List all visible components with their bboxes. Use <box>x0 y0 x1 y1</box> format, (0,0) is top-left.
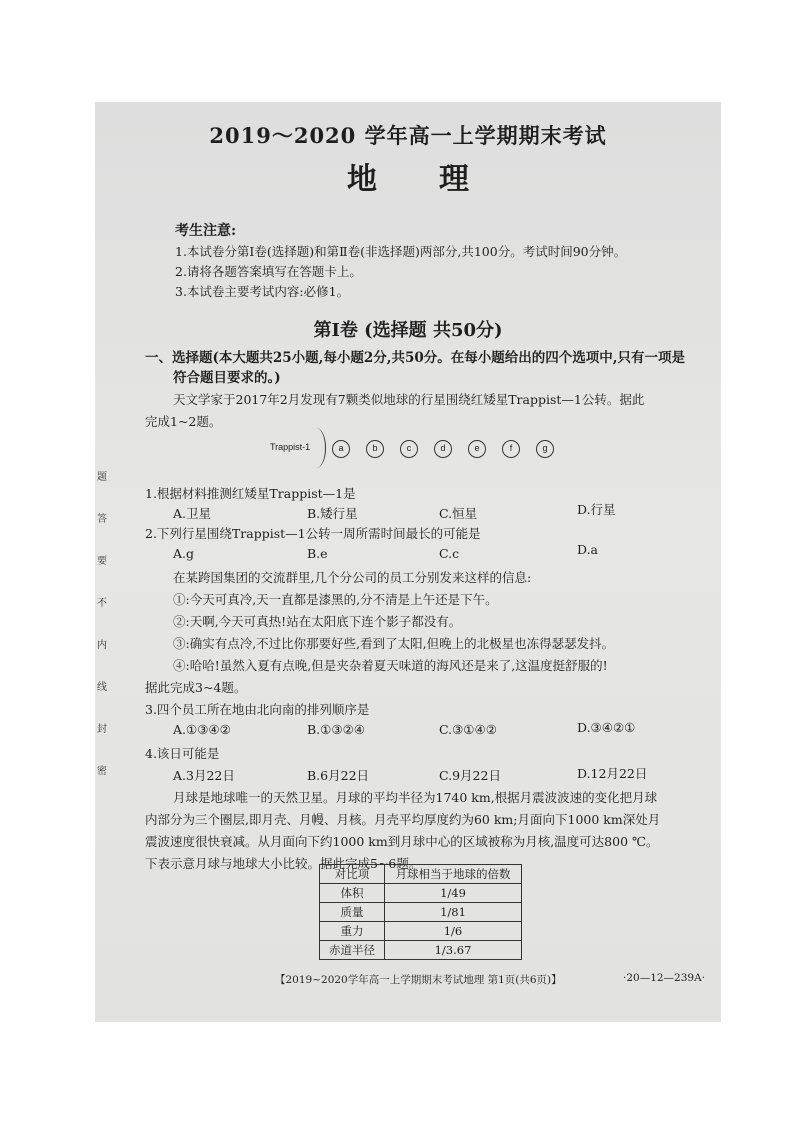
q3-option-c: C.③①④② <box>439 722 497 737</box>
q1-option-a: A.卫星 <box>173 506 212 521</box>
q2-option-c: C.c <box>439 546 460 561</box>
binding-char: 内 <box>97 640 107 651</box>
part-heading: 一、选择题(本大题共25小题,每小题2分,共50分。在每小题给出的四个选项中,只有一项是 <box>145 350 685 366</box>
passage-text: 下表示意月球与地球大小比较。据此完成5~6题。 <box>145 856 422 871</box>
exam-page <box>95 102 721 1022</box>
table-row <box>320 941 522 960</box>
q3-option-b: B.①③②④ <box>307 722 365 737</box>
table-row <box>320 922 522 941</box>
q4-option-c: C.9月22日 <box>439 768 501 783</box>
table-cell: 1/3.67 <box>385 941 522 960</box>
table-cell: 质量 <box>320 903 385 922</box>
q1-option-d: D.行星 <box>577 502 616 517</box>
q3-option-a: A.①③④② <box>173 722 231 737</box>
chat-message: ②:天啊,今天可真热!站在太阳底下连个影子都没有。 <box>173 614 462 629</box>
planet-d: d <box>434 440 452 458</box>
paper-code: ·20—12—239A· <box>623 972 706 984</box>
table-row <box>320 903 522 922</box>
passage-text: 完成1~2题。 <box>145 414 222 429</box>
table-row <box>320 884 522 903</box>
binding-char: 题 <box>97 472 107 483</box>
table-cell: 体积 <box>320 884 385 903</box>
q1-option-c: C.恒星 <box>439 506 478 521</box>
table-header: 月球相当于地球的倍数 <box>385 865 522 884</box>
planet-c: c <box>400 440 418 458</box>
planet-b: b <box>366 440 384 458</box>
planet-e: e <box>468 440 486 458</box>
passage-text: 月球是地球唯一的天然卫星。月球的平均半径为1740 km,根据月震波波速的变化把月球 <box>173 790 658 805</box>
notice-item: 3.本试卷主要考试内容:必修1。 <box>175 284 350 299</box>
star-arc <box>307 428 326 468</box>
passage-text: 内部分为三个圈层,即月壳、月幔、月核。月壳平均厚度约为60 km;月面向下1000 km深处月 <box>145 812 661 827</box>
question-3-stem: 3.四个员工所在地由北向南的排列顺序是 <box>145 702 370 717</box>
notice-heading: 考生注意: <box>175 223 237 239</box>
chat-message: ④:哈哈!虽然入夏有点晚,但是夹杂着夏天味道的海风还是来了,这温度挺舒服的! <box>173 658 608 673</box>
question-1-stem: 1.根据材料推测红矮星Trappist—1是 <box>145 486 356 501</box>
binding-char: 密 <box>97 766 107 777</box>
subject-title: 地理 <box>347 162 531 197</box>
notice-item: 1.本试卷分第Ⅰ卷(选择题)和第Ⅱ卷(非选择题)两部分,共100分。考试时间90分钟。 <box>175 244 627 259</box>
passage-text: 震波速度很快衰减。从月面向下约1000 km到月球中心的区域被称为月核,温度可达800 ℃。 <box>145 834 659 849</box>
table-cell: 重力 <box>320 922 385 941</box>
exam-title: 2019～2020 学年高一上学期期末考试 <box>209 123 607 148</box>
binding-char: 线 <box>97 682 107 693</box>
star-label: Trappist-1 <box>270 442 311 452</box>
table-header: 对比项 <box>320 865 385 884</box>
binding-char: 要 <box>97 556 107 567</box>
q3-option-d: D.③④②① <box>577 720 636 735</box>
planet-g: g <box>536 440 554 458</box>
section-title: 第Ⅰ卷 (选择题 共50分) <box>313 320 503 341</box>
table-cell: 1/49 <box>385 884 522 903</box>
question-4-stem: 4.该日可能是 <box>145 746 220 761</box>
q4-option-a: A.3月22日 <box>173 768 235 783</box>
binding-char: 答 <box>97 514 107 525</box>
q4-option-b: B.6月22日 <box>307 768 370 783</box>
chat-message: ①:今天可真冷,天一直都是漆黑的,分不清是上午还是下午。 <box>173 592 498 607</box>
passage-text: 天文学家于2017年2月发现有7颗类似地球的行星围绕红矮星Trappist—1公转。据此 <box>173 392 645 407</box>
table-header-row <box>320 865 522 884</box>
planet-a: a <box>332 440 350 458</box>
binding-margin <box>95 472 109 808</box>
notice-item: 2.请将各题答案填写在答题卡上。 <box>175 264 362 279</box>
passage-text: 在某跨国集团的交流群里,几个分公司的员工分别发来这样的信息: <box>173 570 532 585</box>
q4-option-d: D.12月22日 <box>577 766 648 781</box>
table-cell: 1/6 <box>385 922 522 941</box>
table-cell: 赤道半径 <box>320 941 385 960</box>
table-cell: 1/81 <box>385 903 522 922</box>
q2-option-d: D.a <box>577 542 599 557</box>
moon-earth-table <box>319 864 522 960</box>
question-2-stem: 2.下列行星围绕Trappist—1公转一周所需时间最长的可能是 <box>145 526 481 541</box>
chat-message: ③:确实有点冷,不过比你那要好些,看到了太阳,但晚上的北极星也冻得瑟瑟发抖。 <box>173 636 615 651</box>
planet-f: f <box>502 440 520 458</box>
q2-option-a: A.g <box>173 546 195 561</box>
binding-char: 封 <box>97 724 107 735</box>
binding-char: 不 <box>97 598 107 609</box>
page-footer: 【2019~2020学年高一上学期期末考试地理 第1页(共6页)】 <box>275 974 562 986</box>
passage-text: 据此完成3~4题。 <box>145 680 247 695</box>
q2-option-b: B.e <box>307 546 328 561</box>
q1-option-b: B.矮行星 <box>307 506 358 521</box>
part-heading-cont: 符合题目要求的。) <box>173 370 281 386</box>
